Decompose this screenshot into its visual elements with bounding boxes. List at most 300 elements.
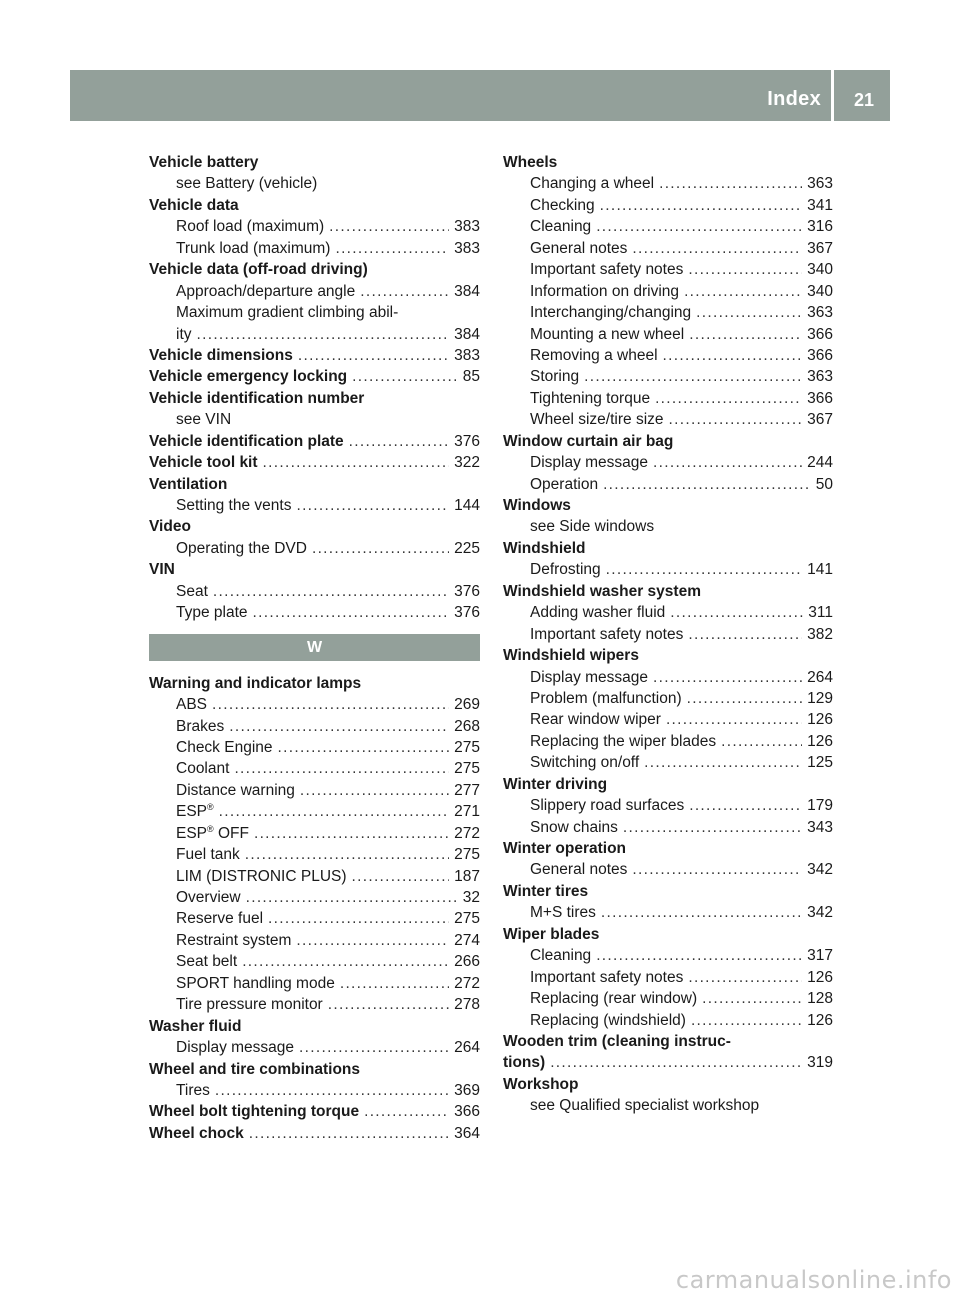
- dot-leader: [296, 930, 449, 951]
- entry-label: Important safety notes: [530, 968, 684, 986]
- page-ref: 342: [807, 904, 833, 922]
- page-ref: 341: [807, 196, 833, 214]
- index-subentry: [503, 409, 833, 430]
- index-subentry: [503, 345, 833, 366]
- index-subentry: [149, 694, 480, 715]
- index-entry: [503, 1031, 833, 1052]
- index-entry: [503, 774, 833, 795]
- page-ref: 366: [454, 1103, 480, 1121]
- entry-label: Important safety notes: [530, 625, 684, 643]
- dot-leader: [219, 801, 449, 822]
- index-subentry: [503, 238, 833, 259]
- dot-leader: [600, 195, 803, 216]
- index-subentry: [149, 216, 480, 237]
- registered-mark: ®: [207, 802, 214, 813]
- index-subentry: [149, 602, 480, 623]
- index-subentry: [149, 538, 480, 559]
- entry-label: Switching on/off: [530, 754, 640, 772]
- page-ref: 367: [807, 239, 833, 257]
- entry-label: Wheel bolt tightening torque: [149, 1103, 360, 1121]
- entry-label: Display message: [530, 668, 649, 686]
- page-ref: 363: [807, 368, 833, 386]
- dot-leader: [550, 1052, 802, 1073]
- index-entry: [503, 581, 833, 602]
- entry-label: VIN: [149, 561, 175, 579]
- page-ref: 275: [454, 910, 480, 928]
- index-entry: [503, 538, 833, 559]
- index-subentry: [149, 324, 480, 345]
- entry-label: General notes: [530, 239, 628, 257]
- entry-label: Restraint system: [176, 931, 292, 949]
- entry-label: SPORT handling mode: [176, 974, 335, 992]
- index-entry: [503, 1052, 833, 1073]
- watermark: carmanualsonline.info: [675, 1266, 952, 1294]
- dot-leader: [253, 602, 450, 623]
- entry-label: Vehicle identification number: [149, 389, 365, 407]
- index-subentry: [503, 195, 833, 216]
- index-subentry: [503, 1010, 833, 1031]
- entry-label: Snow chains: [530, 818, 618, 836]
- page-ref: 271: [454, 803, 480, 821]
- index-subentry: [503, 559, 833, 580]
- index-subentry: [149, 409, 480, 430]
- entry-label: Important safety notes: [530, 261, 684, 279]
- page-ref: 366: [807, 325, 833, 343]
- page-ref: 50: [815, 475, 833, 493]
- index-entry: [149, 345, 480, 366]
- entry-label: Fuel tank: [176, 846, 240, 864]
- dot-leader: [688, 624, 802, 645]
- dot-leader: [688, 967, 802, 988]
- entry-label: Rear window wiper: [530, 711, 661, 729]
- index-subentry: [503, 474, 833, 495]
- page-ref: 125: [807, 754, 833, 772]
- entry-label: Window curtain air bag: [503, 432, 674, 450]
- page-ref: 269: [454, 696, 480, 714]
- page-ref: 268: [454, 717, 480, 735]
- index-subentry: [503, 281, 833, 302]
- entry-label: General notes: [530, 861, 628, 879]
- index-subentry: [503, 216, 833, 237]
- page-title: Index: [767, 88, 821, 110]
- dot-leader: [249, 1123, 449, 1144]
- index-entry: [149, 1101, 480, 1122]
- page-ref: 340: [807, 261, 833, 279]
- index-subentry: [149, 581, 480, 602]
- entry-label: Operation: [530, 475, 599, 493]
- entry-label: Vehicle tool kit: [149, 454, 258, 472]
- index-entry: [149, 366, 480, 387]
- page-ref: 141: [807, 561, 833, 579]
- page-ref: 278: [454, 996, 480, 1014]
- index-subentry: [503, 945, 833, 966]
- page-ref: 383: [454, 346, 480, 364]
- index-subentry: [503, 688, 833, 709]
- dot-leader: [687, 688, 803, 709]
- entry-label: Changing a wheel: [530, 175, 655, 193]
- dot-leader: [659, 173, 802, 194]
- index-entry: [149, 1123, 480, 1144]
- entry-label: Tire pressure monitor: [176, 996, 323, 1014]
- entry-label: Windshield wipers: [503, 647, 639, 665]
- page-ref: 367: [807, 411, 833, 429]
- index-subentry: [149, 994, 480, 1015]
- page-ref: 272: [454, 824, 480, 842]
- page-ref: 32: [462, 889, 480, 906]
- entry-label: Display message: [530, 454, 649, 472]
- index-subentry: [149, 758, 480, 779]
- dot-leader: [653, 452, 802, 473]
- index-entry: [149, 195, 480, 216]
- entry-label: Replacing the wiper blades: [530, 732, 717, 750]
- entry-label: Warning and indicator lamps: [149, 674, 362, 692]
- entry-label: Coolant: [176, 760, 230, 778]
- index-subentry: [503, 324, 833, 345]
- index-entry: [503, 881, 833, 902]
- index-subentry: [149, 844, 480, 865]
- page-ref: 316: [807, 218, 833, 236]
- index-subentry: [149, 173, 480, 194]
- index-subentry: [149, 930, 480, 951]
- dot-leader: [328, 994, 449, 1015]
- index-subentry: [149, 780, 480, 801]
- dot-leader: [688, 259, 802, 280]
- page-ref: 319: [807, 1054, 833, 1072]
- dot-leader: [312, 538, 449, 559]
- page-ref: 275: [454, 846, 480, 864]
- page-ref: 311: [808, 604, 833, 622]
- entry-label: Check Engine: [176, 738, 273, 756]
- index-subentry: [149, 887, 480, 908]
- dot-leader: [689, 324, 802, 345]
- index-subentry: [149, 238, 480, 259]
- dot-leader: [666, 709, 802, 730]
- index-subentry: [503, 302, 833, 323]
- page-ref: 376: [454, 582, 480, 600]
- dot-leader: [669, 409, 803, 430]
- header-divider: [831, 70, 834, 121]
- index-entry: [149, 431, 480, 452]
- entry-label: Seat belt: [176, 953, 238, 971]
- dot-leader: [263, 452, 450, 473]
- entry-label: Video: [149, 518, 191, 536]
- entry-label: Wheel and tire combinations: [149, 1060, 360, 1078]
- entry-label: Approach/departure angle: [176, 282, 356, 300]
- index-subentry: [149, 302, 480, 323]
- entry-label: ity: [176, 325, 192, 343]
- page-ref: 384: [454, 325, 480, 343]
- dot-leader: [340, 973, 449, 994]
- dot-leader: [329, 216, 449, 237]
- entry-label: Checking: [530, 196, 595, 214]
- page-ref: 126: [807, 968, 833, 986]
- dot-leader: [696, 302, 802, 323]
- entry-label: Display message: [176, 1039, 295, 1057]
- index-entry: [149, 452, 480, 473]
- page-ref: 244: [807, 454, 833, 472]
- index-subentry: [503, 388, 833, 409]
- dot-leader: [603, 474, 811, 495]
- index-entry: [503, 924, 833, 945]
- entry-label: Vehicle dimensions: [149, 346, 293, 364]
- page-ref: 126: [807, 1011, 833, 1029]
- entry-label: M+S tires: [530, 904, 596, 922]
- entry-label: Interchanging/changing: [530, 304, 692, 322]
- registered-mark: ®: [207, 823, 214, 834]
- entry-label: Ventilation: [149, 475, 228, 493]
- index-subentry: [503, 752, 833, 773]
- entry-label: Vehicle emergency locking: [149, 368, 348, 386]
- page-ref: 128: [807, 990, 833, 1008]
- entry-label: Adding washer fluid: [530, 604, 666, 622]
- entry-label: Vehicle data (off-road driving): [149, 261, 368, 279]
- page-ref: 275: [454, 738, 480, 756]
- dot-leader: [229, 716, 449, 737]
- page-ref: 129: [807, 689, 833, 707]
- entry-label: Overview: [176, 889, 241, 906]
- dot-leader: [246, 887, 458, 908]
- page-ref: 340: [807, 282, 833, 300]
- index-subentry: [149, 716, 480, 737]
- index-subentry: [503, 902, 833, 923]
- entry-label: Maximum gradient climbing abil-: [176, 304, 399, 322]
- entry-label: Winter driving: [503, 775, 608, 793]
- page-ref: 277: [454, 781, 480, 799]
- dot-leader: [360, 281, 449, 302]
- entry-label: see Qualified specialist workshop: [530, 1097, 760, 1115]
- dot-leader: [364, 1101, 449, 1122]
- entry-label: Tightening torque: [530, 389, 651, 407]
- entry-label: Removing a wheel: [530, 346, 658, 364]
- entry-label: Wheel size/tire size: [530, 411, 664, 429]
- dot-leader: [335, 238, 449, 259]
- entry-label: Cleaning: [530, 947, 592, 965]
- dot-leader: [623, 817, 802, 838]
- page-ref: 322: [454, 454, 480, 472]
- dot-leader: [670, 602, 803, 623]
- page-ref: 383: [454, 239, 480, 257]
- entry-label: Winter operation: [503, 840, 627, 857]
- dot-leader: [644, 752, 802, 773]
- entry-label: Storing: [530, 368, 580, 386]
- index-entry: [503, 1074, 833, 1095]
- index-entry: [503, 152, 833, 173]
- entry-label: Type plate: [176, 604, 248, 622]
- page-ref: 266: [454, 953, 480, 971]
- entry-label: Wooden trim (cleaning instruc-: [503, 1032, 731, 1050]
- dot-leader: [278, 737, 450, 758]
- dot-leader: [721, 731, 802, 752]
- dot-leader: [268, 908, 449, 929]
- dot-leader: [632, 238, 802, 259]
- index-subentry: [149, 823, 480, 844]
- page-ref: 144: [454, 497, 480, 514]
- dot-leader: [689, 795, 802, 816]
- index-entry: [149, 388, 480, 409]
- entry-label: Roof load (maximum): [176, 218, 325, 236]
- entry-label: Mounting a new wheel: [530, 325, 685, 343]
- dot-leader: [254, 823, 449, 844]
- dot-leader: [702, 988, 802, 1009]
- index-list-v: [149, 152, 480, 624]
- entry-label: Replacing (windshield): [530, 1011, 686, 1029]
- entry-label: Vehicle identification plate: [149, 432, 344, 450]
- dot-leader: [234, 758, 449, 779]
- index-subentry: [503, 624, 833, 645]
- index-subentry: [503, 1095, 833, 1116]
- dot-leader: [296, 495, 449, 516]
- index-entry: [149, 516, 480, 537]
- entry-label: Vehicle data: [149, 196, 239, 214]
- index-subentry: [503, 709, 833, 730]
- entry-label: Wheel chock: [149, 1124, 244, 1142]
- index-subentry: [149, 801, 480, 822]
- page-ref: 264: [807, 668, 833, 686]
- index-subentry: [149, 281, 480, 302]
- dot-leader: [245, 844, 449, 865]
- index-entry: [149, 1016, 480, 1037]
- dot-leader: [601, 902, 802, 923]
- page-ref: 383: [454, 218, 480, 236]
- index-subentry: [503, 667, 833, 688]
- page-ref: 382: [807, 625, 833, 643]
- index-entry: [503, 495, 833, 516]
- page-ref: 384: [454, 282, 480, 300]
- entry-label: Windshield: [503, 539, 586, 557]
- dot-leader: [663, 345, 803, 366]
- index-entry: [149, 152, 480, 173]
- entry-label: Wheels: [503, 154, 558, 171]
- dot-leader: [632, 859, 802, 880]
- dot-leader: [684, 281, 802, 302]
- index-subentry: [149, 973, 480, 994]
- index-subentry: [503, 817, 833, 838]
- page-ref: 363: [807, 175, 833, 193]
- page-ref: 363: [807, 304, 833, 322]
- dot-leader: [584, 366, 802, 387]
- dot-leader: [197, 324, 450, 345]
- section-header-w: W: [149, 634, 480, 661]
- entry-label: Winter tires: [503, 882, 589, 900]
- page-ref: 366: [807, 389, 833, 407]
- entry-label: LIM (DISTRONIC PLUS): [176, 867, 347, 885]
- entry-label: Slippery road surfaces: [530, 797, 685, 815]
- index-subentry: [149, 1080, 480, 1101]
- dot-leader: [213, 581, 449, 602]
- index-subentry: [503, 452, 833, 473]
- dot-leader: [242, 951, 449, 972]
- entry-label: tions): [503, 1054, 546, 1072]
- page-ref: 272: [454, 974, 480, 992]
- index-subentry: [503, 988, 833, 1009]
- entry-label: Reserve fuel: [176, 910, 264, 928]
- index-subentry: [503, 366, 833, 387]
- page-ref: 317: [807, 947, 833, 965]
- dot-leader: [606, 559, 802, 580]
- index-subentry: [149, 951, 480, 972]
- entry-label: Brakes: [176, 717, 225, 735]
- entry-label: Distance warning: [176, 781, 295, 799]
- page-ref: 366: [807, 346, 833, 364]
- dot-leader: [655, 388, 802, 409]
- index-subentry: [149, 1037, 480, 1058]
- entry-label: Setting the vents: [176, 497, 292, 514]
- entry-label: Information on driving: [530, 282, 680, 300]
- entry-label: Problem (malfunction): [530, 689, 682, 707]
- entry-label: ESP® OFF: [176, 823, 249, 842]
- index-subentry: [503, 602, 833, 623]
- index-entry: [149, 673, 480, 694]
- page-ref: 275: [454, 760, 480, 778]
- entry-label: Workshop: [503, 1075, 579, 1093]
- entry-label: see VIN: [176, 411, 232, 429]
- entry-label: Defrosting: [530, 561, 601, 579]
- page-ref: 343: [807, 818, 833, 836]
- index-entry: [503, 645, 833, 666]
- index-column-right: [503, 152, 833, 1117]
- index-subentry: [503, 259, 833, 280]
- index-subentry: [149, 866, 480, 887]
- entry-label: Washer fluid: [149, 1017, 242, 1035]
- dot-leader: [298, 345, 449, 366]
- dot-leader: [653, 667, 802, 688]
- index-entry: [149, 1059, 480, 1080]
- entry-label: ABS: [176, 696, 208, 714]
- index-subentry: [149, 908, 480, 929]
- index-subentry: [149, 737, 480, 758]
- index-entry: [149, 559, 480, 580]
- page-ref: 187: [454, 867, 480, 885]
- index-subentry: [149, 495, 480, 516]
- entry-label: Wiper blades: [503, 925, 600, 943]
- dot-leader: [352, 866, 450, 887]
- page-ref: 264: [454, 1039, 480, 1057]
- index-list-w: [149, 673, 480, 1145]
- page-header: [70, 70, 890, 121]
- entry-label: see Side windows: [530, 518, 655, 536]
- page-ref: 364: [454, 1124, 480, 1142]
- index-subentry: [503, 173, 833, 194]
- index-subentry: [503, 795, 833, 816]
- index-subentry: [503, 859, 833, 880]
- page-ref: 376: [454, 432, 480, 450]
- page-ref: 126: [807, 711, 833, 729]
- entry-label: see Battery (vehicle): [176, 175, 318, 193]
- entry-label: Windshield washer system: [503, 582, 701, 600]
- index-subentry: [503, 967, 833, 988]
- dot-leader: [596, 945, 802, 966]
- dot-leader: [691, 1010, 802, 1031]
- entry-label: Cleaning: [530, 218, 592, 236]
- page-ref: 126: [807, 732, 833, 750]
- entry-label: Vehicle battery: [149, 154, 259, 171]
- entry-label: Seat: [176, 582, 208, 600]
- page-ref: 225: [454, 539, 480, 557]
- page-ref: 376: [454, 604, 480, 622]
- dot-leader: [596, 216, 802, 237]
- dot-leader: [212, 694, 449, 715]
- dot-leader: [349, 431, 449, 452]
- entry-label: Replacing (rear window): [530, 990, 698, 1008]
- page-ref: 179: [807, 797, 833, 815]
- page-ref: 274: [454, 931, 480, 949]
- index-subentry: [503, 516, 833, 537]
- page-ref: 342: [807, 861, 833, 879]
- dot-leader: [299, 1037, 449, 1058]
- page-ref: 369: [454, 1081, 480, 1099]
- entry-label: ESP®: [176, 802, 214, 821]
- entry-label: Operating the DVD: [176, 539, 307, 557]
